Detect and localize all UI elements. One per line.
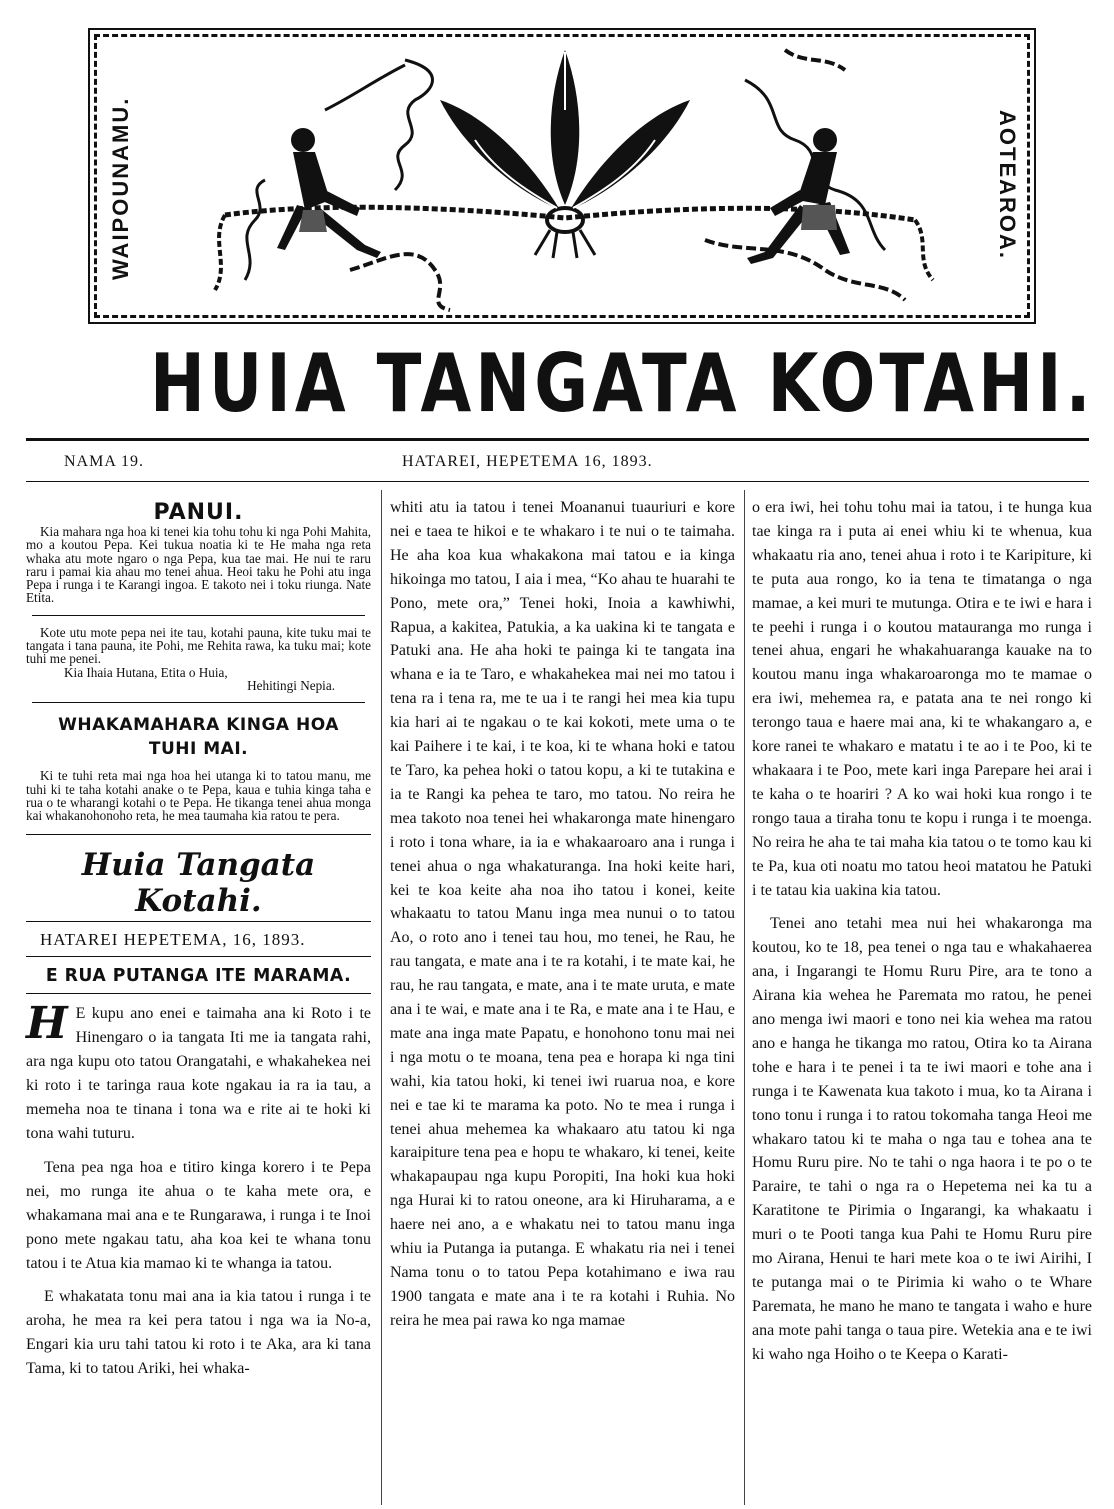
whakamahara-heading-line2: TUHI MAI. [148,739,249,760]
column-divider-2 [744,490,745,1505]
feather-right [570,100,690,210]
whakamahara-heading-line1: WHAKAMAHARA KINGA HOA [58,715,339,736]
issue-number: NAMA 19. [64,453,145,470]
dateline-rule [26,481,1089,482]
rope-end-left [215,215,225,290]
issue-date: HATAREI, HEPETEMA 16, 1893. [402,453,653,470]
title-rule [26,438,1089,441]
feather-left [440,100,560,210]
drop-cap: H [26,998,68,1050]
huia-feathers [440,50,690,210]
editor-location: Hehitingi Nepia. [247,677,335,693]
editor-signature: Kia Ihaia Hutana, Etita o Huia, [64,664,228,680]
frame-border-right [1027,34,1030,318]
newspaper-title: HUIA TANGATA KOTAHI. [150,337,1095,430]
paper-name-blackletter: Huia Tangata Kotahi. [81,847,316,920]
divider [26,921,371,922]
masthead-frame [88,28,1036,324]
subscription-notice: Kote utu mote pepa nei ite tau, kotahi pauna, kite tuku mai te tangata i tana pauna, ite Pohi, me Rehita rawa, ka tuku mai; kote tuhi me penei. [26,624,371,667]
divider [32,615,365,616]
editorial-paragraph-4: whiti atu ia tatou i tenei Moananui tuauriuri e kore nei e taea te hikoi e te whakaro i te nui o te taimaha. He aha koa kua whakakona mai tatou e ia kinga hikoinga mo tatou, I aia i mea, “Ko ahau te huarahi te Pono, mete ora,” Tenei hoki, Inoia a kawhiwhi, Rapua, a kakitea, Patukia, a ka uakina ki te tangata e Patuki ana. He aha hoki te painga ki te tangata ina whana e ia te Taro, e whakahekea mai nei mo tatou i tena ra i tena ra, me te ua i te rangi hei mea kia tupu kia hari ai te ngakau o te kai kokoti, mete uma o te kai Paihere i te kai, i te koa, ki te whana hoki e tatou te Taro, ka pehea hoki o tatou kopu, a ki te tutakina e ia te Rangi ka pehea te taro, mo tatou. No reira he mea takoto noa tenei hei whakaronga mate hinengaro i roto i tona whare, ia ia e whakaaroaro ana i runga i tenei ahua o nga whakaturanga. Ina hoki keite hari, kei te koa keite aha noa iho tatou i konei, keite whakaatu to tatou Manu inga mea nunui o to tatou Ao, o roto ano i tenei tau hou, mo tenei, he Rau, he rau tangata, e mate ana i te ra kotahi, i te mate kai, he rau, he rau tangata, e mate, ana i te mate uruta, e mate ana i te wai, e mate ana i te Ra, e mate ana i te Hau, e mate ana inga mate Papatu, e honohono tonu mai nei i nga motu o te moana, tena pea e horapa ki nga tini wahi, kia tatou hoki, ki tenei iwi ruarua noa, e kore nei e tae ki te marama ka poto. No te mea i runga i tenei ahua mehemea ka whakaaro atu tatou ki nga karaipiture tena pea e hopu te whakaro, ki tenei, keite whakapaupau nga kupu Poropiti, Ina hoki kua hoki nga Hurai ki to ratou oneone, ara ki Hiruharama, a e haere nei ano, a e whakatu nei to tatou manu inga whiu ia Putanga ia putanga. E whakatu ria nei i tenei Nama tonu o to tatou Pepa kotahimano e iwa rau 1900 tangata e mate ana i te ra kotahi i Ruhia. No reira he mea pai rawa ko nga mamae [390,499,735,1329]
column-2 [390,496,735,1333]
frame-border-bottom [94,315,1030,318]
rope-knot [547,208,583,232]
editorial-paragraph-1: H E kupu ano enei e taimaha ana ki Roto i te Hinengaro o ia tangata Iti me ia tangata rahi, ara nga kupu oto tatou Orangatahi, e whakahekea nei ki roto i te taringa raua kote ngakau ia ra ia tau, a memeha noa te tinana i tona wa e rite ai te hoki ki tona wahi tuturu. [26,998,371,1142]
divider [26,956,371,957]
right-figure [747,128,850,264]
masthead-illustration [185,40,945,312]
frame-border-top [94,34,1030,37]
whakamahara-notice: Ki te tuhi reta mai nga hoa hei utanga ki to tatou manu, me tuhi ki te taha kotahi anake o te Pepa, kaua e tuhia kinga taha e rua o te wharangi kotahi o te Pepa. He tikanga tenei ahua monga kai whakanohonoho reta, he mea taumaha kia ratou te pera. [26,768,371,824]
left-island-coastline [245,60,433,280]
rope-end-right [915,220,933,280]
editorial-paragraph-3: E whakatata tonu mai ana ia kia tatou i runga i te aroha, he mea ra kei pera tatou i nga wa ia No-a, Engari kia uru tahi tatou ki roto i te Aka, ara ki tana Tama, ki to tatou Ariki, hei whaka- [26,1288,371,1378]
divider [32,702,365,703]
column-divider-1 [381,490,382,1505]
editorial-date: HATAREI HEPETEMA, 16, 1893. [40,930,306,950]
aotearoa-label: AOTEAROA. [995,110,1020,260]
editorial-heading: E RUA PUTANGA ITE MARAMA. [45,965,352,987]
editorial-paragraph-6: Tenei ano tetahi mea nui hei whakaronga ma koutou, ko te 18, pea tenei o nga tau e whakahaerea ana, i Ingarangi te Homu Ruru Pire, ara te tono a Airana kia wehea he Paremata mo ratou, he penei ano menga iwi maori e tono nei kia wehea ma ratou ano e hanga he tikanga mo ratou, Otira ko ta Airana tohe e hara i te penei i ta te iwi maori e tohe ana i runga i te Kawenata kua takoto i mua, ko ta Airana i tono tonu i runga i to ratou tokomaha tanga Heoi me whakaro tatou ki te maha o nga tau e tohea ana te Homu Ruru pire. No te tahi o nga haora i te po o te Paraire, te tahi o nga ra o Hepetema nei ka tu a Karatitone te Pirimia o Ingarangi, ka whakaatu i muri o te Pooti tanga kua Pahi te Homu Ruru pire mo Airana, Henui te hari mete koa o te iwi Airihi, I te putanga mai o te Pirimia ki waho o te Whare Paremata, he mano he mano te tangata i waho e hure ana mote pahi tanga o taua pire. Wetekia ana e te iwi ki waho nga Hoiho o te Keepa o Karati- [752,915,1092,1363]
panui-notice: Kia mahara nga hoa ki tenei kia tohu tohu ki nga Pohi Mahita, mo a koutou Pepa. Kei tukua noatia ki te He maha nga reta whaka atu mote ngaro o nga Pepa, kua tae mai. He nui te raru raru i pamai kia ahau mo tenei ahua. Heoi taku he Pohi atu inga Pepa i runga i te Karangi ingoa. E takoto nei i toku riunga. Nate Etita. [26,524,371,606]
left-island-coastline-lower [350,254,450,310]
waipounamu-label: WAIPOUNAMU. [108,96,133,280]
editorial-paragraph-5: o era iwi, hei tohu tohu mai ia tatou, i te hunga kua tae kinga ra i puta ai enei whiu ki te whenua, kua whakaatu ria ano, tenei ahua i roto i te Karipiture, ki te puta aua rongo, ko ia tena te timatanga o nga mamae, a kei muri te mutunga. Otira e te iwi e hara i te peehi i runga i o koutou matauranga mo runga i tenei ahua, engari he whakahuaranga kauake na to koutou manu inga whakaroaronga mo te mamae o era iwi, mehemea ra, e patata ana te nei rongo ki terongo taua e haere mai ana, ki te whakangaro a, e kore ranei te whakaro e matatu i te ao i te Poo, ki te whakaara i te Poo, mete kari inga Parepare hei arai i te kaha o te hoariri ? A ko wai hoki kua rongo i te rongo taua a tiraha tonu te kopu i runga i te moenga. No reira he aha te tai maha kia tatou o te tomo kau ki te Pa, kua oti noatu mo tatou heoi matatou he Patuki i te tatau kia uakina kia tatou. [752,499,1092,899]
divider [26,834,371,835]
left-figure [277,128,381,258]
panui-heading: PANUI. [153,500,244,525]
column-1 [26,496,371,1381]
column-3 [752,496,1092,1367]
right-island-coastline-lower [705,50,905,300]
editorial-paragraph-2: Tena pea nga hoa e titiro kinga korero i te Pepa nei, mo runga ite ahua o te kaha mete ora, e whakamana mai ana e te Rungarawa, i runga i te Inoi pono mete ngakau tatu, aha koa kei te whana tonu tatou i te Atua kia mamao ki te whanga ia tatou. [26,1158,371,1272]
knot-tassels [535,230,595,258]
divider [26,993,371,994]
frame-border-left [94,34,97,318]
